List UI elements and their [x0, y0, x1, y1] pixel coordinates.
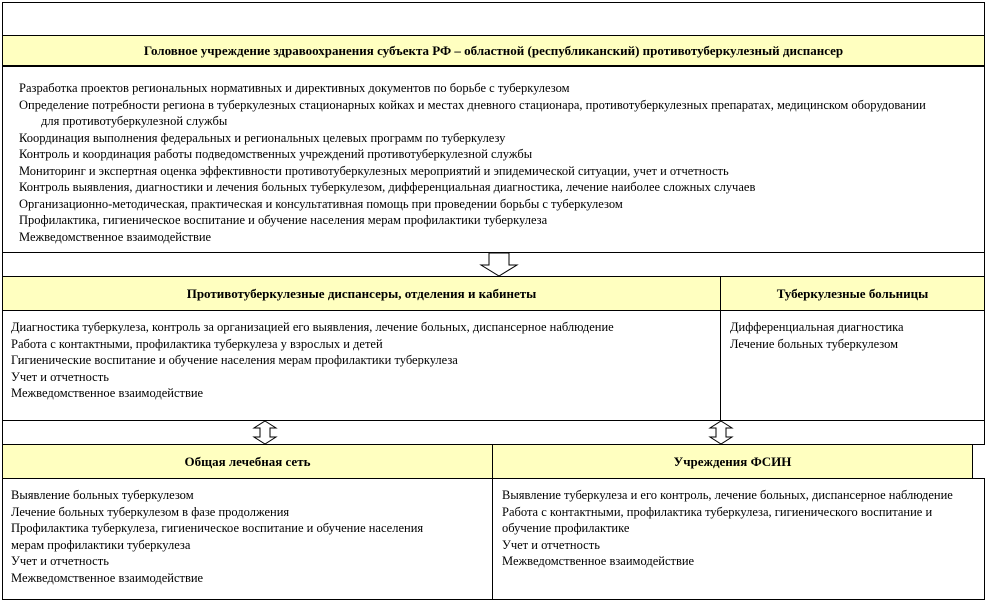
top-title: Головное учреждение здравоохранения субъекта РФ – областной (республиканский) противотуберкулезный диспансер [143, 42, 844, 58]
list-item: Лечение больных туберкулезом в фазе продолжения [11, 504, 290, 519]
top-header [2, 35, 985, 66]
general-header [2, 444, 493, 479]
list-item: Дифференциальная диагностика [730, 320, 904, 334]
list-item: Учет и отчетность [11, 369, 109, 384]
fsin-list [502, 487, 972, 570]
list-item: Работа с контактными, профилактика туберкулеза у взрослых и детей [11, 336, 383, 351]
fsin-title: Учреждения ФСИН [673, 453, 792, 469]
dispensaries-list [11, 319, 651, 402]
list-item: Выявление больных туберкулезом [11, 488, 194, 502]
general-list [11, 487, 431, 586]
top-body [2, 66, 985, 253]
list-item: Гигиенические воспитание и обучение населения мерам профилактики туберкулеза [11, 353, 458, 367]
hospitals-list [730, 319, 975, 352]
list-item: Профилактика, гигиеническое воспитание и обучение населения мерам профилактики туберкулеза [19, 213, 548, 227]
list-item: Профилактика туберкулеза, гигиеническое воспитание и обучение населения мерам профилактики туберкулеза [11, 521, 424, 552]
dispensaries-body [2, 310, 721, 421]
list-item: Межведомственное взаимодействие [11, 386, 204, 400]
list-item: Учет и отчетность [502, 537, 600, 552]
list-item: Межведомственное взаимодействие [11, 570, 204, 585]
list-item: Мониторинг и экспертная оценка эффективности противотуберкулезных мероприятий и эпидемической ситуации, учет и отчетность [19, 163, 729, 178]
list-item: Разработка проектов региональных нормативных и директивных документов по борьбе с туберкулезом [19, 81, 570, 95]
list-item: Учет и отчетность [11, 554, 109, 568]
hospitals-header [720, 276, 985, 311]
general-body [2, 478, 493, 600]
right-updown-arrow-icon [708, 421, 734, 445]
gap-frame-2 [2, 420, 985, 445]
down-arrow-icon [480, 253, 518, 277]
list-item: Определение потребности региона в туберкулезных стационарных койках и местах дневного стационара, противотуберкулезных препаратах, медицинском оборудовании для противотуберкулезной службы [19, 97, 926, 128]
list-item: Контроль и координация работы подведомственных учреждений противотуберкулезной службы [19, 147, 533, 161]
dispensaries-header [2, 276, 721, 311]
general-title: Общая лечебная сеть [184, 453, 311, 469]
left-updown-arrow-icon [252, 421, 278, 445]
list-item: Межведомственное взаимодействие [19, 229, 212, 244]
top-frame [2, 2, 985, 36]
list-item: Организационно-методическая, практическая и консультативная помощь при проведении борьбы с туберкулезом [19, 196, 623, 211]
fsin-body [492, 478, 985, 600]
list-item: Диагностика туберкулеза, контроль за организацией его выявления, лечение больных, диспансерное наблюдение [11, 320, 614, 334]
list-item: Контроль выявления, диагностики и лечения больных туберкулезом, дифференциальная диагностика, лечение наиболее сложных случаев [19, 180, 756, 194]
list-item: Координация выполнения федеральных и региональных целевых программ по туберкулезу [19, 130, 506, 145]
list-item: Лечение больных туберкулезом [730, 336, 899, 351]
list-item: Работа с контактными, профилактика туберкулеза, гигиенического воспитание и обучение профилактике [502, 504, 933, 535]
dispensaries-title: Противотуберкулезные диспансеры, отделения и кабинеты [186, 285, 537, 301]
hospitals-body [720, 310, 985, 421]
top-list [19, 80, 929, 245]
hospitals-title: Туберкулезные больницы [776, 285, 929, 301]
list-item: Выявление туберкулеза и его контроль, лечение больных, диспансерное наблюдение [502, 488, 953, 502]
fsin-header [492, 444, 973, 479]
list-item: Межведомственное взаимодействие [502, 554, 695, 568]
